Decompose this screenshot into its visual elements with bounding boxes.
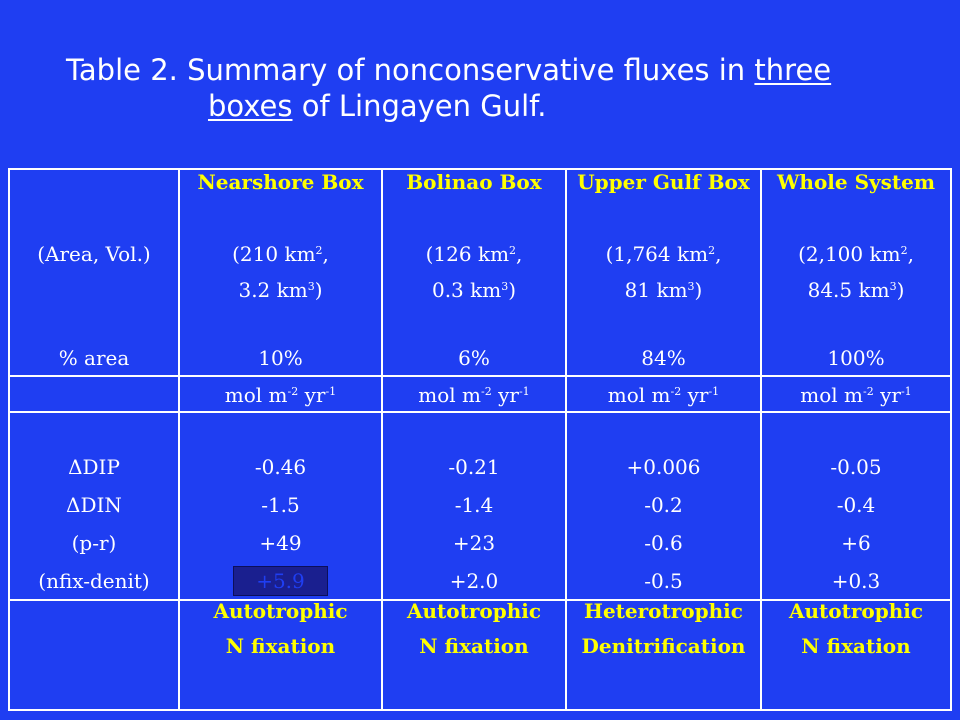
dip-value: -0.46 — [254, 455, 307, 479]
title-suffix: of Lingayen Gulf. — [292, 89, 547, 123]
row-label-nfix-denit: (nfix-denit) — [38, 569, 150, 593]
area-line1: (126 $km^2$, — [425, 242, 523, 266]
vol-line2: 0.3 $km^3$) — [431, 278, 517, 302]
title-underlined-boxes: boxes — [208, 89, 293, 123]
din-value: -0.4 — [836, 493, 876, 517]
highlighted-cell: +5.9 — [233, 566, 328, 596]
row-label-area-vol: (Area, Vol.) — [37, 242, 151, 266]
nfix-denit-value: -0.5 — [644, 569, 683, 593]
p-r-value: +49 — [259, 531, 302, 555]
state-line2: N fixation — [225, 634, 336, 658]
vol-line2: 3.2 $km^3$) — [238, 278, 323, 302]
col-header-nearshore: Nearshore Box — [197, 170, 364, 194]
p-r-value: +6 — [841, 531, 871, 555]
dip-value: +0.006 — [626, 455, 701, 479]
state-line2: N fixation — [419, 634, 529, 658]
col-header-bolinao: Bolinao Box — [406, 170, 542, 194]
din-value: -0.2 — [644, 493, 683, 517]
state-line1: Autotrophic — [213, 599, 348, 623]
col-header-upper-gulf: Upper Gulf Box — [577, 170, 750, 194]
nfix-denit-value: +0.3 — [831, 569, 881, 593]
unit-label: mol $m^{-2}$ $yr^{-1}$ — [224, 383, 337, 407]
table-right-border — [950, 168, 952, 711]
dip-value: -0.05 — [830, 455, 882, 479]
vol-line2: 84.5 $km^3$) — [807, 278, 905, 302]
p-r-value: +23 — [452, 531, 496, 555]
row-label-p-r: (p-r) — [71, 531, 117, 555]
din-value: -1.4 — [454, 493, 494, 517]
vol-line2: 81 $km^3$) — [624, 278, 703, 302]
title-prefix: Table 2. Summary of nonconservative fluxes in — [66, 53, 755, 87]
area-line1: (210 $km^2$, — [232, 242, 329, 266]
din-value: -1.5 — [261, 493, 300, 517]
state-line2: N fixation — [801, 634, 911, 658]
dip-value: -0.21 — [448, 455, 500, 479]
unit-label: mol $m^{-2}$ $yr^{-1}$ — [607, 383, 720, 407]
row-label-din: ΔDIN — [66, 493, 122, 517]
area-line1: (2,100 $km^2$, — [798, 242, 914, 266]
col-header-whole-system: Whole System — [776, 170, 936, 194]
row-label-dip: ΔDIP — [68, 455, 120, 479]
table-bottom-border — [8, 709, 952, 711]
pct-area-value: 6% — [458, 346, 490, 370]
pct-area-value: 10% — [258, 346, 303, 370]
title-underlined-three: three — [754, 53, 832, 87]
nfix-denit-value: +2.0 — [449, 569, 499, 593]
state-line1: Autotrophic — [788, 599, 924, 623]
p-r-value: -0.6 — [644, 531, 683, 555]
pct-area-value: 84% — [641, 346, 686, 370]
row-label-pct-area: % area — [58, 346, 130, 370]
unit-label: mol $m^{-2}$ $yr^{-1}$ — [418, 383, 530, 407]
state-line1: Autotrophic — [406, 599, 542, 623]
area-line1: (1,764 $km^2$, — [605, 242, 722, 266]
state-line1: Heterotrophic — [584, 599, 743, 623]
pct-area-value: 100% — [827, 346, 885, 370]
unit-label: mol $m^{-2}$ $yr^{-1}$ — [800, 383, 912, 407]
state-line2: Denitrification — [581, 634, 746, 658]
